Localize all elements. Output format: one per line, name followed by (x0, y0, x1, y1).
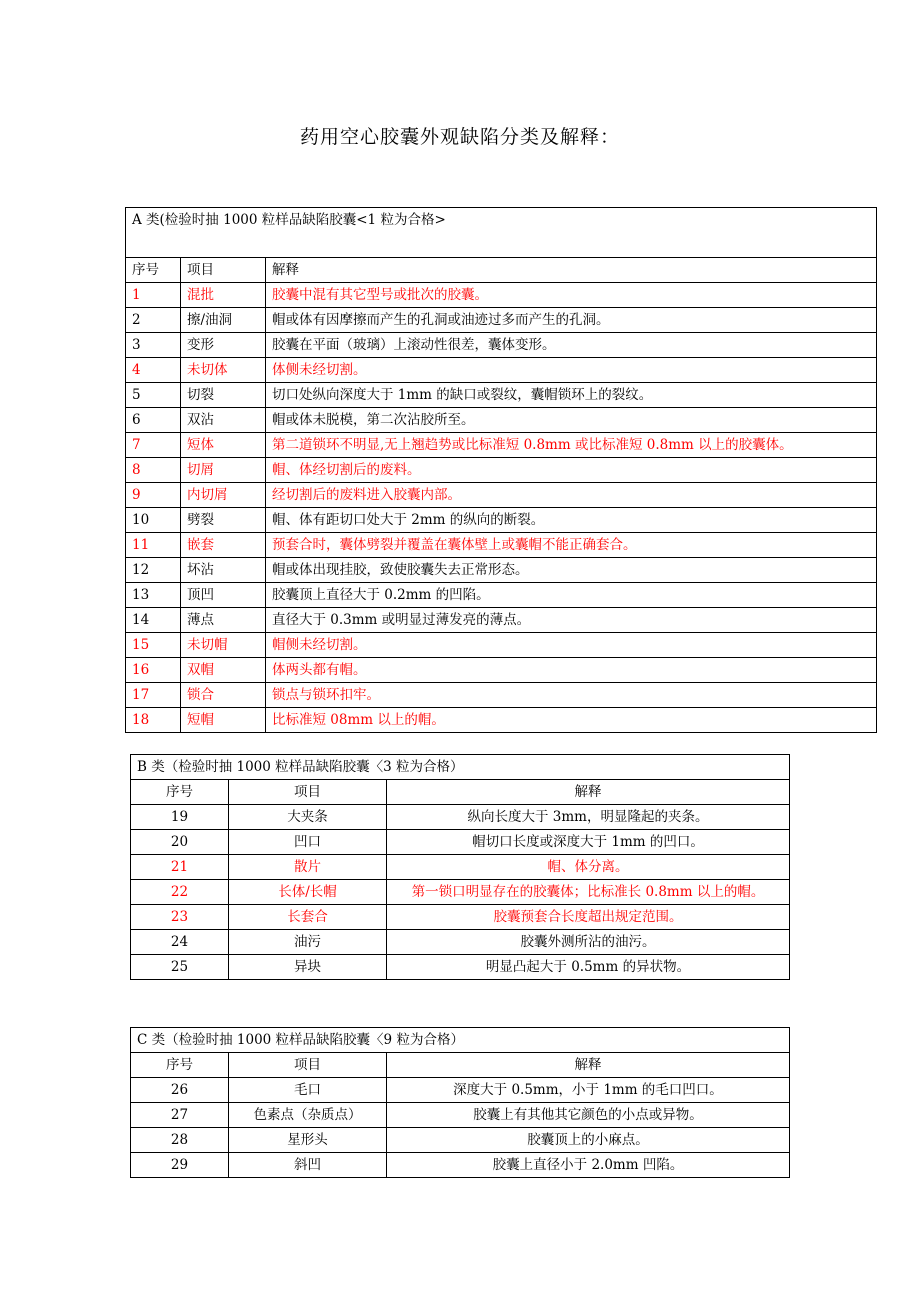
table-a-column-row (126, 258, 877, 283)
row-item: 坏沾 (181, 558, 266, 583)
row-number: 15 (126, 633, 181, 658)
column-header-no: 序号 (126, 258, 181, 283)
column-header-item: 项目 (229, 780, 387, 805)
row-item: 嵌套 (181, 533, 266, 558)
row-number: 29 (131, 1153, 229, 1178)
table-a-header-row (126, 208, 877, 258)
row-description: 第一锁口明显存在的胶囊体；比标准长 0.8mm 以上的帽。 (387, 880, 790, 905)
row-item: 内切屑 (181, 483, 266, 508)
row-description: 切口处纵向深度大于 1mm 的缺口或裂纹，囊帽锁环上的裂纹。 (266, 383, 877, 408)
row-number: 25 (131, 955, 229, 980)
row-description: 体两头都有帽。 (266, 658, 877, 683)
row-description: 胶囊上有其他其它颜色的小点或异物。 (387, 1103, 790, 1128)
column-header-desc: 解释 (266, 258, 877, 283)
table-row (126, 583, 877, 608)
row-number: 24 (131, 930, 229, 955)
table-c-column-row (131, 1053, 790, 1078)
table-row (131, 1153, 790, 1178)
table-row (126, 558, 877, 583)
row-description: 胶囊中混有其它型号或批次的胶囊。 (266, 283, 877, 308)
row-number: 28 (131, 1128, 229, 1153)
table-c-header-row (131, 1028, 790, 1053)
table-row (131, 880, 790, 905)
row-description: 明显凸起大于 0.5mm 的异状物。 (387, 955, 790, 980)
row-number: 5 (126, 383, 181, 408)
table-b-header: B 类（检验时抽 1000 粒样品缺陷胶囊〈3 粒为合格） (131, 755, 790, 780)
row-number: 19 (131, 805, 229, 830)
table-b-column-row (131, 780, 790, 805)
row-number: 9 (126, 483, 181, 508)
row-item: 大夹条 (229, 805, 387, 830)
table-b-category (130, 754, 790, 980)
column-header-desc: 解释 (387, 1053, 790, 1078)
table-row (126, 533, 877, 558)
table-a-category (125, 207, 877, 733)
page-title: 药用空心胶囊外观缺陷分类及解释： (299, 126, 620, 148)
column-header-item: 项目 (229, 1053, 387, 1078)
row-item: 双沾 (181, 408, 266, 433)
row-description: 帽或体出现挂胶，致使胶囊失去正常形态。 (266, 558, 877, 583)
row-item: 斜凹 (229, 1153, 387, 1178)
table-row (126, 483, 877, 508)
row-number: 21 (131, 855, 229, 880)
table-row (131, 905, 790, 930)
table-row (126, 358, 877, 383)
table-row (126, 408, 877, 433)
row-item: 未切体 (181, 358, 266, 383)
table-row (126, 383, 877, 408)
table-c-category (130, 1027, 790, 1178)
row-item: 长体/长帽 (229, 880, 387, 905)
row-number: 2 (126, 308, 181, 333)
row-number: 13 (126, 583, 181, 608)
table-row (131, 1103, 790, 1128)
table-row (131, 955, 790, 980)
row-item: 锁合 (181, 683, 266, 708)
row-item: 混批 (181, 283, 266, 308)
row-item: 短帽 (181, 708, 266, 733)
row-description: 帽、体有距切口处大于 2mm 的纵向的断裂。 (266, 508, 877, 533)
row-description: 体侧未经切割。 (266, 358, 877, 383)
row-description: 帽或体未脱模，第二次沾胶所至。 (266, 408, 877, 433)
row-description: 胶囊预套合长度超出规定范围。 (387, 905, 790, 930)
row-description: 深度大于 0.5mm，小于 1mm 的毛口凹口。 (387, 1078, 790, 1103)
table-a-header: A 类(检验时抽 1000 粒样品缺陷胶囊<1 粒为合格> (126, 208, 877, 258)
table-b-header-row (131, 755, 790, 780)
row-number: 6 (126, 408, 181, 433)
row-item: 短体 (181, 433, 266, 458)
row-description: 纵向长度大于 3mm，明显隆起的夹条。 (387, 805, 790, 830)
row-description: 预套合时，囊体劈裂并覆盖在囊体壁上或囊帽不能正确套合。 (266, 533, 877, 558)
row-number: 1 (126, 283, 181, 308)
row-description: 第二道锁环不明显,无上翘趋势或比标准短 0.8mm 或比标准短 0.8mm 以上的胶囊体。 (266, 433, 877, 458)
row-number: 7 (126, 433, 181, 458)
row-item: 油污 (229, 930, 387, 955)
row-number: 17 (126, 683, 181, 708)
row-number: 18 (126, 708, 181, 733)
table-row (131, 805, 790, 830)
row-item: 顶凹 (181, 583, 266, 608)
column-header-item: 项目 (181, 258, 266, 283)
column-header-no: 序号 (131, 780, 229, 805)
table-row (126, 658, 877, 683)
row-number: 14 (126, 608, 181, 633)
table-row (126, 308, 877, 333)
row-item: 薄点 (181, 608, 266, 633)
row-description: 帽侧未经切割。 (266, 633, 877, 658)
table-c-header: C 类（检验时抽 1000 粒样品缺陷胶囊〈9 粒为合格） (131, 1028, 790, 1053)
row-description: 比标准短 08mm 以上的帽。 (266, 708, 877, 733)
row-number: 26 (131, 1078, 229, 1103)
row-description: 帽切口长度或深度大于 1mm 的凹口。 (387, 830, 790, 855)
table-row (131, 830, 790, 855)
table-row (126, 283, 877, 308)
row-number: 20 (131, 830, 229, 855)
table-row (126, 458, 877, 483)
row-number: 8 (126, 458, 181, 483)
row-description: 直径大于 0.3mm 或明显过薄发亮的薄点。 (266, 608, 877, 633)
table-row (126, 433, 877, 458)
row-item: 散片 (229, 855, 387, 880)
row-description: 胶囊上直径小于 2.0mm 凹陷。 (387, 1153, 790, 1178)
row-number: 23 (131, 905, 229, 930)
row-description: 锁点与锁环扣牢。 (266, 683, 877, 708)
row-number: 3 (126, 333, 181, 358)
table-row (126, 333, 877, 358)
column-header-no: 序号 (131, 1053, 229, 1078)
table-row (131, 855, 790, 880)
table-row (126, 683, 877, 708)
row-number: 22 (131, 880, 229, 905)
table-row (126, 708, 877, 733)
row-item: 双帽 (181, 658, 266, 683)
row-number: 16 (126, 658, 181, 683)
row-item: 劈裂 (181, 508, 266, 533)
row-item: 变形 (181, 333, 266, 358)
row-number: 11 (126, 533, 181, 558)
row-description: 帽、体分离。 (387, 855, 790, 880)
row-item: 擦/油洞 (181, 308, 266, 333)
row-item: 未切帽 (181, 633, 266, 658)
column-header-desc: 解释 (387, 780, 790, 805)
row-description: 帽、体经切割后的废料。 (266, 458, 877, 483)
row-item: 凹口 (229, 830, 387, 855)
row-number: 27 (131, 1103, 229, 1128)
row-description: 胶囊外测所沾的油污。 (387, 930, 790, 955)
row-description: 经切割后的废料进入胶囊内部。 (266, 483, 877, 508)
row-item: 星形头 (229, 1128, 387, 1153)
row-description: 胶囊顶上的小麻点。 (387, 1128, 790, 1153)
table-row (131, 1078, 790, 1103)
row-description: 胶囊在平面（玻璃）上滚动性很差，囊体变形。 (266, 333, 877, 358)
row-item: 切裂 (181, 383, 266, 408)
row-number: 4 (126, 358, 181, 383)
row-number: 12 (126, 558, 181, 583)
row-description: 帽或体有因摩擦而产生的孔洞或油迹过多而产生的孔洞。 (266, 308, 877, 333)
row-item: 色素点（杂质点） (229, 1103, 387, 1128)
table-row (126, 608, 877, 633)
row-item: 毛口 (229, 1078, 387, 1103)
row-description: 胶囊顶上直径大于 0.2mm 的凹陷。 (266, 583, 877, 608)
row-item: 切屑 (181, 458, 266, 483)
table-row (131, 930, 790, 955)
row-number: 10 (126, 508, 181, 533)
row-item: 异块 (229, 955, 387, 980)
table-row (131, 1128, 790, 1153)
table-row (126, 633, 877, 658)
table-row (126, 508, 877, 533)
row-item: 长套合 (229, 905, 387, 930)
